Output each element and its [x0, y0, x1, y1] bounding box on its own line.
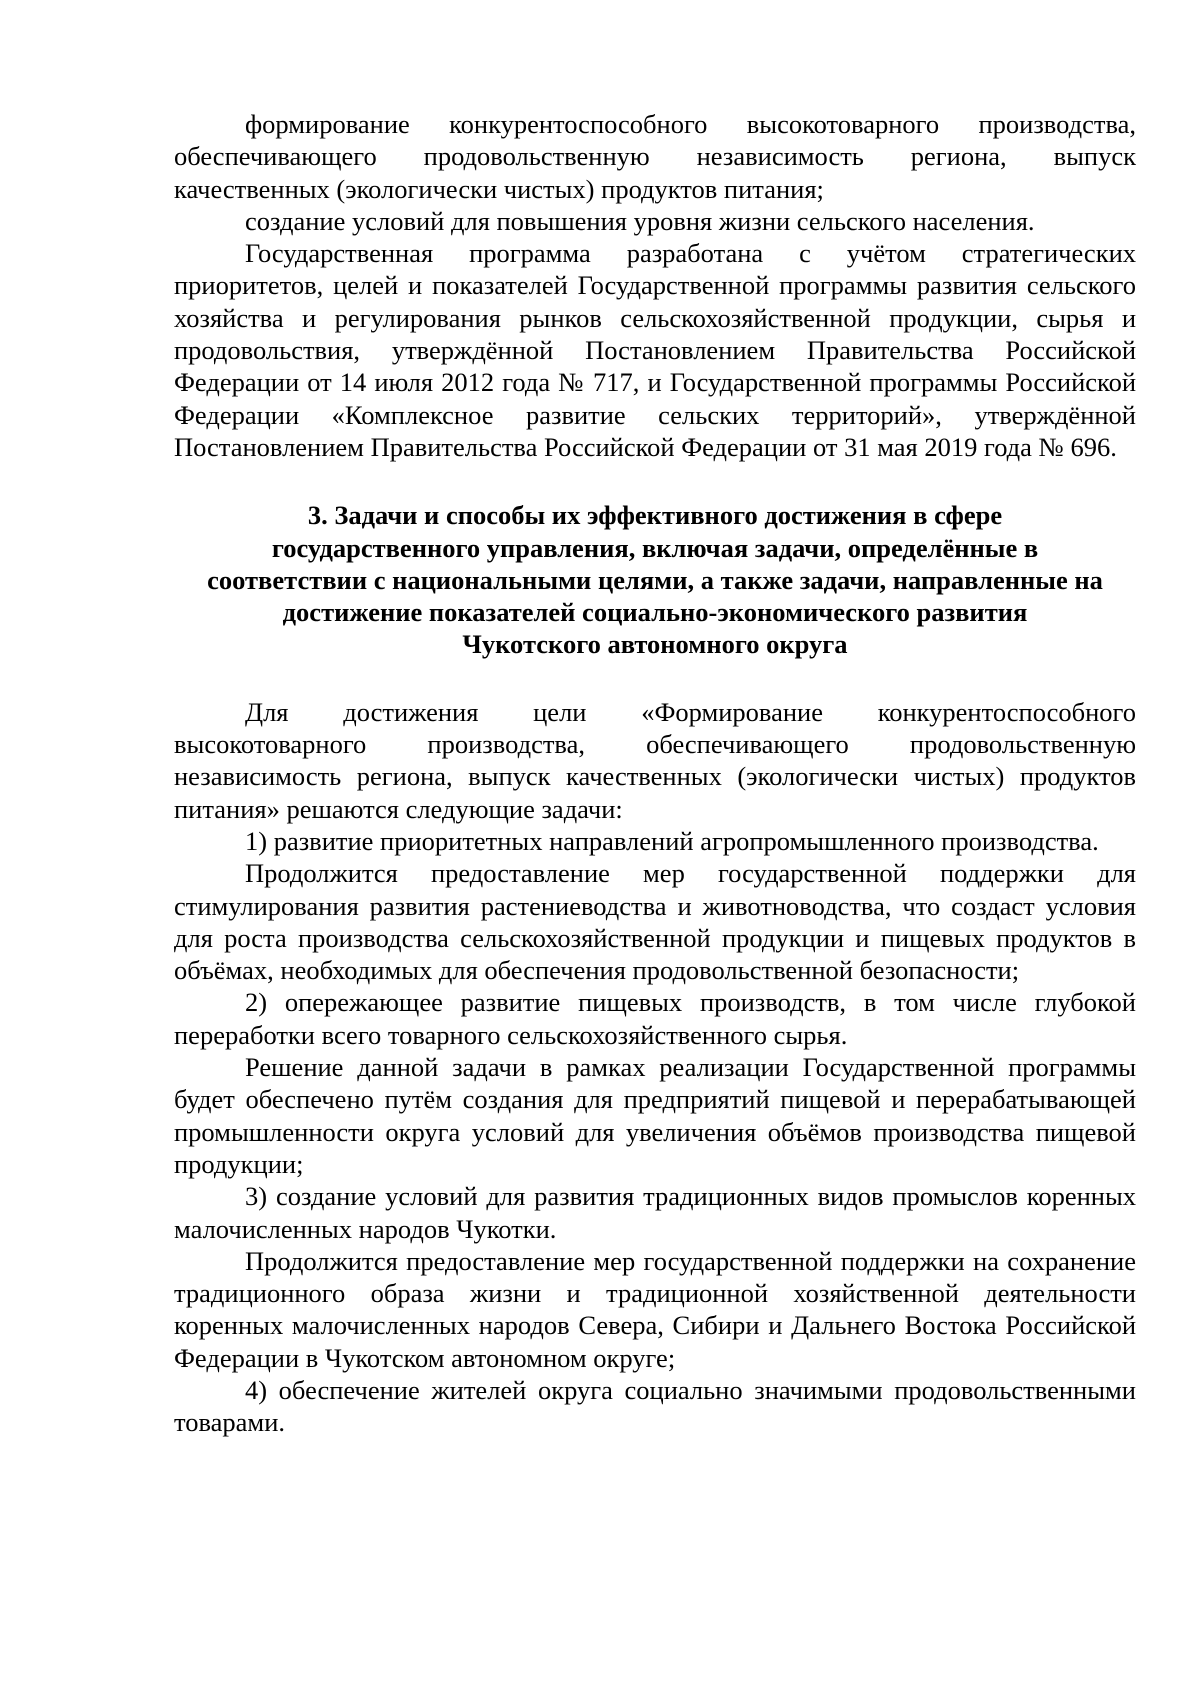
document-page	[174, 108, 1136, 1439]
spacer	[174, 661, 1136, 696]
task-1-description: Продолжится предоставление мер государственной поддержки для стимулирования развития растениеводства и животноводства, что создаст условия для роста производства сельскохозяйственной продукции и пищевых продуктов в объёмах, необходимых для обеспечения продовольственной безопасности;	[174, 858, 1136, 986]
paragraph-goal-living-standards: создание условий для повышения уровня жизни сельского населения.	[245, 205, 1035, 236]
section-heading-line: государственного управления, включая задачи, определённые в	[271, 532, 1039, 563]
paragraph-tasks-intro: Для достижения цели «Формирование конкурентоспособного высокотоварного производства, обеспечивающего продовольственную независимость региона, выпуск качественных (экологически чистых) продуктов питания» решаются следующие задачи:	[174, 696, 1136, 824]
task-item-4: 4) обеспечение жителей округа социально значимыми продовольственными товарами.	[174, 1374, 1136, 1438]
spacer	[174, 463, 1136, 499]
section-heading-line: 3. Задачи и способы их эффективного достижения в сфере	[307, 500, 1003, 531]
section-heading	[174, 499, 1136, 660]
task-item-3: 3) создание условий для развития традиционных видов промыслов коренных малочисленных народов Чукотки.	[174, 1181, 1136, 1244]
paragraph-goal-production: формирование конкурентоспособного высокотоварного производства, обеспечивающего продовольственную независимость региона, выпуск качественных (экологически чистых) продуктов питания;	[174, 109, 1136, 204]
task-item-2: 2) опережающее развитие пищевых производств, в том числе глубокой переработки всего товарного сельскохозяйственного сырья.	[174, 987, 1136, 1050]
task-3-description: Продолжится предоставление мер государственной поддержки на сохранение традиционного образа жизни и традиционной хозяйственной деятельности коренных малочисленных народов Севера, Сибири и Дальнего Востока Российской Федерации в Чукотском автономном округе;	[174, 1245, 1136, 1373]
paragraph-program-basis: Государственная программа разработана с учётом стратегических приоритетов, целей и показателей Государственной программы развития сельского хозяйства и регулирования рынков сельскохозяйственной продукции, сырья и продовольствия, утверждённой Постановлением Правительства Российской Федерации от 14 июля 2012 года № 717, и Государственной программы Российской Федерации «Комплексное развитие сельских территорий», утверждённой Постановлением Правительства Российской Федерации от 31 мая 2019 года № 696.	[174, 238, 1136, 462]
section-heading-line: соответствии с национальными целями, а также задачи, направленные на	[207, 564, 1103, 595]
section-heading-line: Чукотского автономного округа	[462, 629, 848, 660]
section-heading-line: достижение показателей социально-экономического развития	[282, 597, 1028, 628]
task-2-description: Решение данной задачи в рамках реализации Государственной программы будет обеспечено путём создания для предприятий пищевой и перерабатывающей промышленности округа условий для увеличения объёмов производства пищевой продукции;	[174, 1052, 1136, 1179]
task-item-1: 1) развитие приоритетных направлений агропромышленного производства.	[245, 825, 1099, 856]
